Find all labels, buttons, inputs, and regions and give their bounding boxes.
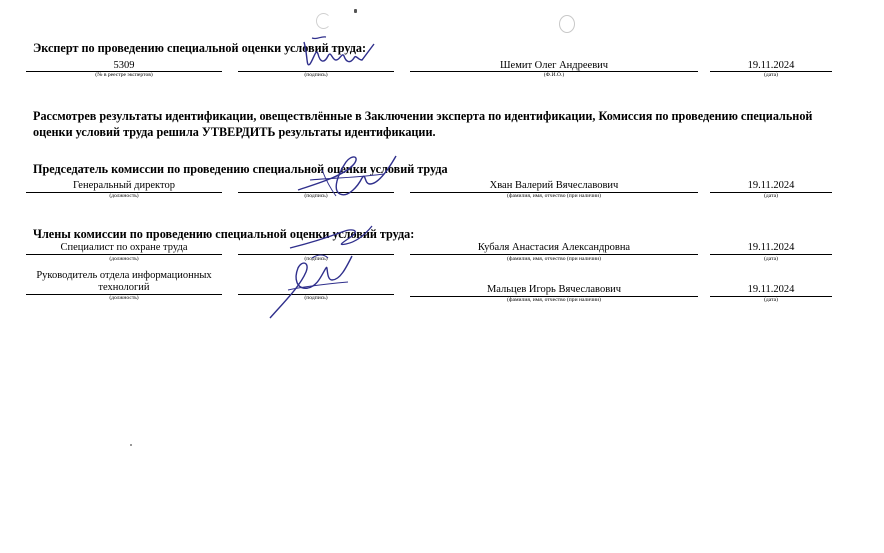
chairman-name-caption: (фамилия, имя, отчество (при наличии) [507, 193, 601, 199]
member-1-name: Кубаля Анастасия Александровна [477, 242, 631, 253]
hole-punch-trace [559, 15, 575, 33]
expert-date-caption: (дата) [764, 72, 778, 78]
members-heading: Члены комиссии по проведению специальной оценки условий труда: [33, 227, 415, 241]
expert-heading: Эксперт по проведению специальной оценки условий труда: [33, 41, 367, 55]
member-1-name-line [410, 254, 698, 255]
member-2-signature [266, 250, 356, 322]
expert-signature-caption: (подпись) [304, 72, 328, 78]
expert-name-caption: (Ф.И.О.) [543, 72, 565, 78]
member-2-position-line1: Руководитель отдела информационных [36, 270, 212, 281]
chairman-date-caption: (дата) [764, 193, 778, 199]
chairman-name: Хван Валерий Вячеславович [489, 180, 619, 191]
scan-dot [130, 444, 132, 446]
expert-registry-number: 5309 [113, 60, 135, 71]
member-1-position-caption: (должность) [109, 256, 139, 262]
expert-date: 19.11.2024 [747, 60, 795, 71]
chairman-position: Генеральный директор [73, 180, 175, 191]
expert-signature [298, 34, 378, 74]
expert-registry-caption: (№ в реестре экспертов) [95, 72, 153, 78]
scan-mark [354, 9, 357, 13]
member-1-signature-caption: (подпись) [304, 256, 328, 262]
chairman-heading: Председатель комиссии по проведению специальной оценки условий труда [33, 162, 448, 176]
expert-name: Шемит Олег Андреевич [499, 60, 609, 71]
member-2-position-caption: (должность) [109, 295, 139, 301]
member-1-position-line [26, 254, 222, 255]
member-1-date-line [710, 254, 832, 255]
chairman-position-caption: (должность) [109, 193, 139, 199]
member-2-signature-caption: (подпись) [304, 295, 328, 301]
chairman-signature [292, 150, 402, 202]
member-1-position: Специалист по охране труда [60, 242, 188, 253]
member-2-date-caption: (дата) [764, 297, 778, 303]
member-1-name-caption: (фамилия, имя, отчество (при наличии) [507, 256, 601, 262]
member-1-date: 19.11.2024 [747, 242, 795, 253]
member-2-date: 19.11.2024 [747, 284, 795, 295]
member-2-name: Мальцев Игорь Вячеславович [486, 284, 622, 295]
decision-text: Рассмотрев результаты идентификации, овеществлённые в Заключении эксперта по идентификации, Комиссия по проведению специальной оценки условий труда решила УТВЕРДИТЬ результаты идентификации. [33, 109, 813, 139]
chairman-signature-caption: (подпись) [304, 193, 328, 199]
member-2-name-caption: (фамилия, имя, отчество (при наличии) [507, 297, 601, 303]
member-1-date-caption: (дата) [764, 256, 778, 262]
hole-punch-trace [316, 13, 331, 29]
member-2-position-line2: технологий [98, 282, 150, 293]
chairman-date: 19.11.2024 [747, 180, 795, 191]
